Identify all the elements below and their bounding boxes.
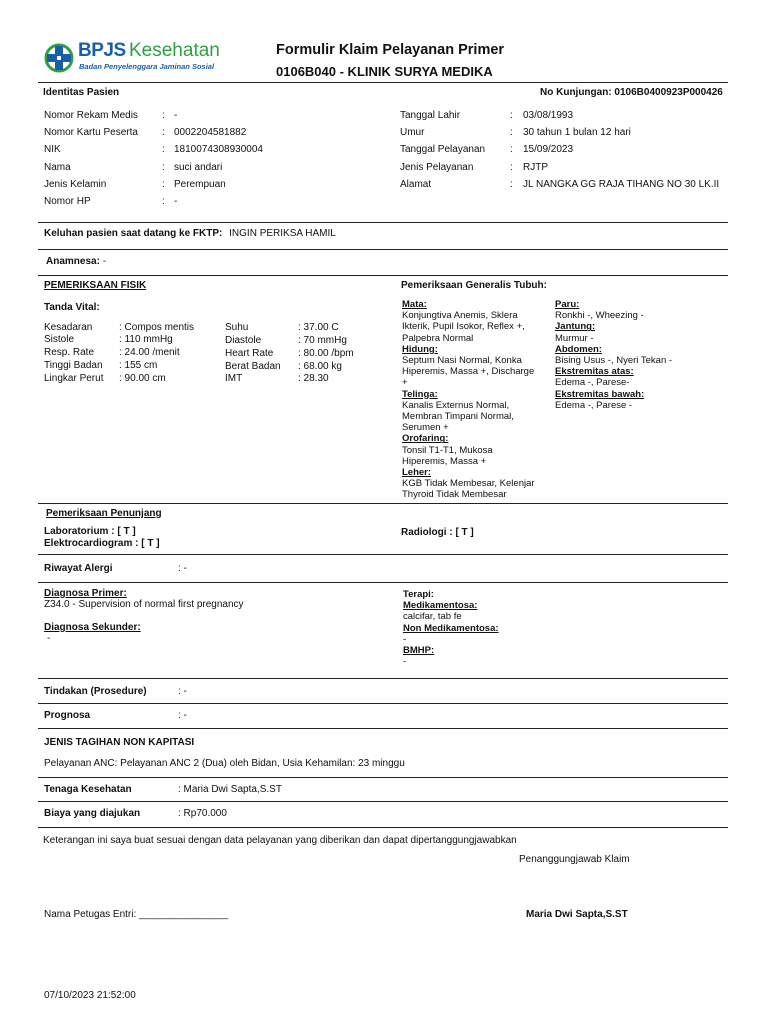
- vital-value: : 68.00 kg: [298, 361, 342, 372]
- colon: :: [510, 144, 513, 155]
- abdomen-line: Bising Usus -, Nyeri Tekan -: [555, 355, 673, 367]
- biaya-label: Biaya yang diajukan: [44, 808, 141, 819]
- vital-value: : 80.00 /bpm: [298, 348, 354, 359]
- telinga-line: Kanalis Externus Normal,: [402, 399, 510, 411]
- vital-value: : 24.00 /menit: [119, 347, 180, 358]
- vital-value: : 28.30: [298, 373, 329, 384]
- colon: :: [510, 179, 513, 190]
- rm-label: Nomor Rekam Medis: [44, 110, 138, 121]
- ekstremitas-atas-head: Ekstremitas atas:: [555, 366, 634, 378]
- keterangan: Keterangan ini saya buat sesuai dengan data pelayanan yang diberikan dan dapat dipertanggungjawabkan: [43, 835, 517, 846]
- generalis-left: [402, 299, 552, 501]
- divider: [38, 728, 728, 729]
- alergi-label: Riwayat Alergi: [44, 563, 113, 574]
- ekstremitas-bawah-line: Edema -, Parese -: [555, 399, 633, 411]
- bpjs-emblem-icon: [44, 42, 74, 74]
- logo-name: BPJS: [78, 40, 126, 61]
- logo-subtitle: Badan Penyelenggara Jaminan Sosial: [79, 62, 215, 71]
- petugas-entri: Nama Petugas Entri: ________________: [44, 909, 229, 920]
- mata-line: Palpebra Normal: [402, 332, 474, 344]
- divider: [38, 827, 728, 828]
- orofaring-line: Tonsil T1-T1, Mukosa: [402, 444, 493, 456]
- lab-label: Laboratorium : [ T ]: [44, 526, 136, 537]
- leher-line: KGB Tidak Membesar, Kelenjar: [402, 478, 535, 490]
- terapi-block: [403, 589, 499, 667]
- no-kunjungan: No Kunjungan: 0106B0400923P000426: [540, 87, 723, 98]
- anamnesa-label: Anamnesa:: [46, 256, 100, 267]
- keluhan-label: Keluhan pasien saat datang ke FKTP:: [44, 228, 223, 239]
- divider: [38, 222, 728, 223]
- colon: :: [162, 179, 165, 190]
- vital-label: IMT: [225, 373, 243, 384]
- vital-value: : 70 mmHg: [298, 335, 347, 346]
- radiologi-label: Radiologi : [ T ]: [401, 527, 474, 538]
- leher-line: Thyroid Tidak Membesar: [402, 489, 507, 501]
- vital-label: Kesadaran: [44, 322, 93, 333]
- jk-value: Perempuan: [174, 179, 226, 190]
- bmhp-label: BMHP:: [403, 645, 435, 657]
- colon: :: [162, 110, 165, 121]
- vital-value: : 110 mmHg: [119, 334, 173, 345]
- abdomen-head: Abdomen:: [555, 343, 602, 355]
- colon: :: [162, 196, 165, 207]
- hidung-head: Hidung:: [402, 343, 438, 355]
- anamnesa-value: -: [102, 256, 107, 267]
- biaya-value: : Rp70.000: [178, 808, 227, 819]
- logo-name-2: Kesehatan: [129, 40, 220, 61]
- divider: [38, 503, 728, 504]
- ekstremitas-bawah-head: Ekstremitas bawah:: [555, 388, 645, 400]
- divider: [38, 777, 728, 778]
- paru-head: Paru:: [555, 299, 580, 310]
- generalis-title: Pemeriksaan Generalis Tubuh:: [401, 280, 547, 291]
- vital-label: Lingkar Perut: [44, 373, 104, 384]
- rm-value: -: [174, 110, 178, 121]
- divider: [38, 82, 728, 83]
- prognosa-value: : -: [178, 710, 187, 721]
- mata-head: Mata:: [402, 299, 427, 310]
- nama-label: Nama: [44, 162, 71, 173]
- medikamentosa-label: Medikamentosa:: [403, 600, 478, 612]
- clinic-subtitle: 0106B040 - KLINIK SURYA MEDIKA: [276, 64, 493, 79]
- vital-value: : Compos mentis: [119, 322, 195, 333]
- pelayanan-date-value: 15/09/2023: [523, 144, 574, 155]
- telinga-line: Membran Timpani Normal,: [402, 411, 514, 423]
- alamat-value: JL NANGKA GG RAJA TIHANG NO 30 LK.II: [523, 179, 720, 190]
- kartu-label: Nomor Kartu Peserta: [44, 127, 138, 138]
- keluhan-value: INGIN PERIKSA HAMIL: [229, 228, 336, 239]
- jenis-pelayanan-label: Jenis Pelayanan: [400, 162, 474, 173]
- keluhan: [44, 228, 336, 240]
- non-medikamentosa-label: Non Medikamentosa:: [403, 622, 499, 634]
- ekstremitas-atas-line: Edema -, Parese-: [555, 377, 630, 389]
- diagnosa-sekunder-value: -: [47, 633, 51, 644]
- vital-value: : 90.00 cm: [119, 373, 166, 384]
- paru-line: Ronkhi -, Wheezing -: [555, 310, 644, 322]
- orofaring-line: Hiperemis, Massa +: [402, 455, 487, 467]
- alergi-value: : -: [178, 563, 187, 574]
- tenaga-value: : Maria Dwi Sapta,S.ST: [178, 784, 282, 795]
- medikamentosa-value: calcifar, tab fe: [403, 611, 462, 623]
- orofaring-head: Orofaring:: [402, 433, 449, 445]
- umur-value: 30 tahun 1 bulan 12 hari: [523, 127, 631, 138]
- divider: [38, 249, 728, 250]
- vital-value: : 37.00 C: [298, 322, 339, 333]
- leher-head: Leher:: [402, 467, 432, 479]
- signer-name: Maria Dwi Sapta,S.ST: [526, 909, 628, 920]
- bmhp-value: -: [403, 656, 407, 668]
- terapi-label: Terapi:: [403, 589, 434, 600]
- ekg-label: Elektrocardiogram : [ T ]: [44, 538, 160, 549]
- divider: [38, 275, 728, 276]
- tenaga-label: Tenaga Kesehatan: [44, 784, 132, 795]
- lahir-label: Tanggal Lahir: [400, 110, 461, 121]
- colon: :: [162, 162, 165, 173]
- jantung-line: Murmur -: [555, 332, 594, 344]
- alamat-label: Alamat: [400, 179, 432, 190]
- divider: [38, 678, 728, 679]
- colon: :: [510, 162, 513, 173]
- nik-label: NIK: [44, 144, 61, 155]
- mata-line: Ikterik, Pupil Isokor, Reflex +,: [402, 321, 525, 333]
- fisik-title: PEMERIKSAAN FISIK: [44, 280, 147, 291]
- telinga-head: Telinga:: [402, 388, 438, 400]
- divider: [38, 801, 728, 802]
- hp-value: -: [174, 196, 178, 207]
- colon: :: [162, 127, 165, 138]
- vital-label: Sistole: [44, 334, 75, 345]
- kartu-value: 0002204581882: [174, 127, 247, 138]
- tagihan-title: JENIS TAGIHAN NON KAPITASI: [44, 737, 195, 748]
- jenis-pelayanan-value: RJTP: [523, 162, 548, 173]
- anamnesa: [46, 256, 106, 268]
- umur-label: Umur: [400, 127, 425, 138]
- hidung-line: +: [402, 377, 408, 389]
- generalis-right: [555, 299, 725, 411]
- tanda-vital-label: Tanda Vital:: [44, 302, 100, 313]
- identitas-title: Identitas Pasien: [43, 87, 120, 98]
- divider: [38, 582, 728, 583]
- tindakan-value: : -: [178, 686, 187, 697]
- print-timestamp: 07/10/2023 21:52:00: [44, 990, 136, 1001]
- penunjang-title: Pemeriksaan Penunjang: [46, 508, 162, 519]
- vital-label: Tinggi Badan: [44, 360, 103, 371]
- vital-value: : 155 cm: [119, 360, 158, 371]
- bpjs-logo: [44, 42, 224, 78]
- vital-label: Resp. Rate: [44, 347, 95, 358]
- mata-line: Konjungtiva Anemis, Sklera: [402, 310, 518, 322]
- pelayanan-date-label: Tanggal Pelayanan: [400, 144, 486, 155]
- jantung-head: Jantung:: [555, 321, 596, 333]
- diagnosa-primer-value: Z34.0 - Supervision of normal first pregnancy: [44, 599, 244, 610]
- hp-label: Nomor HP: [44, 196, 91, 207]
- diagnosa-primer-label: Diagnosa Primer:: [44, 588, 127, 599]
- colon: :: [510, 127, 513, 138]
- lahir-value: 03/08/1993: [523, 110, 574, 121]
- divider: [38, 554, 728, 555]
- prognosa-label: Prognosa: [44, 710, 91, 721]
- vital-label: Suhu: [225, 322, 249, 333]
- tagihan-value: Pelayanan ANC: Pelayanan ANC 2 (Dua) oleh Bidan, Usia Kehamilan: 23 minggu: [44, 758, 405, 769]
- jk-label: Jenis Kelamin: [44, 179, 107, 190]
- vital-label: Diastole: [225, 335, 262, 346]
- penanggungjawab-label: Penanggungjawab Klaim: [519, 854, 630, 865]
- non-medikamentosa-value: -: [403, 633, 407, 645]
- telinga-line: Serumen +: [402, 422, 449, 434]
- hidung-line: Hiperemis, Massa +, Discharge: [402, 366, 535, 378]
- colon: :: [510, 110, 513, 121]
- diagnosa-sekunder-label: Diagnosa Sekunder:: [44, 622, 141, 633]
- vital-label: Berat Badan: [225, 361, 281, 372]
- hidung-line: Septum Nasi Normal, Konka: [402, 355, 522, 367]
- tindakan-label: Tindakan (Prosedure): [44, 686, 147, 697]
- divider: [38, 703, 728, 704]
- colon: :: [162, 144, 165, 155]
- form-title: Formulir Klaim Pelayanan Primer: [276, 42, 505, 58]
- nama-value: suci andari: [174, 162, 223, 173]
- nik-value: 1810074308930004: [174, 144, 263, 155]
- vital-label: Heart Rate: [225, 348, 274, 359]
